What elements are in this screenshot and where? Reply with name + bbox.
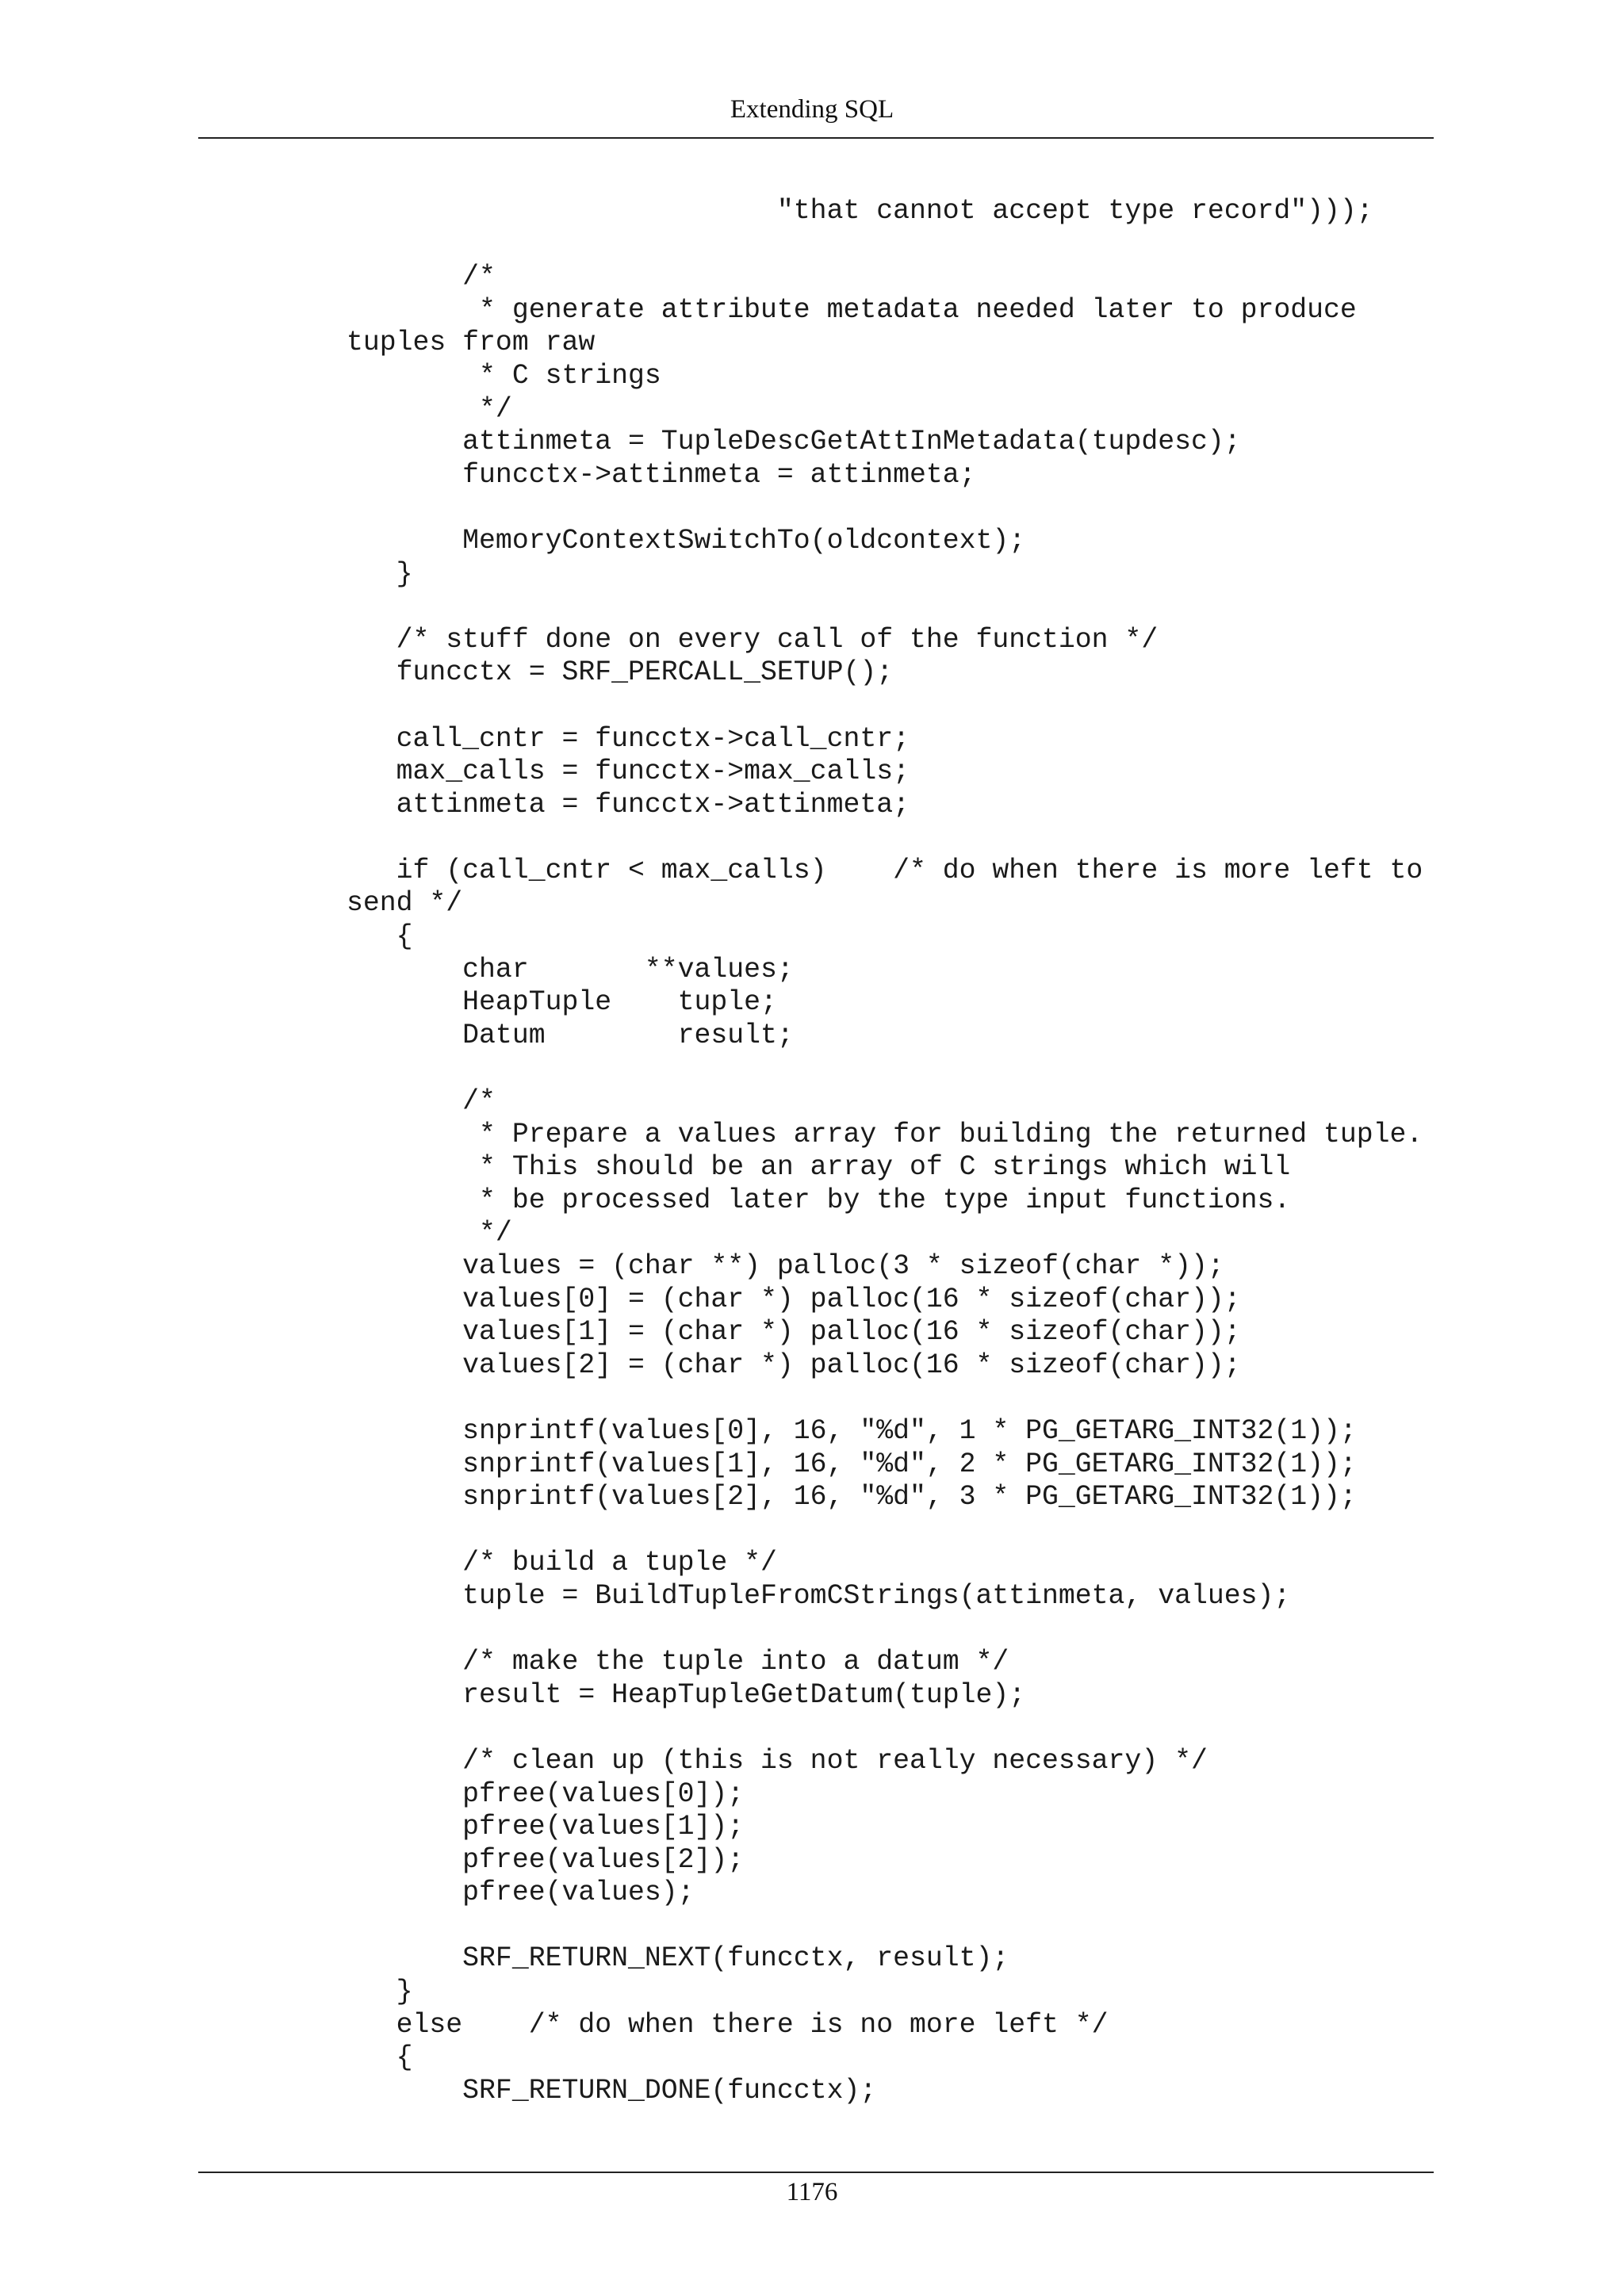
code-line: values[0] = (char *) palloc(16 * sizeof(char)); [347,1284,1241,1315]
code-line: tuples from raw [347,327,596,359]
code-line: */ [347,1218,512,1249]
code-listing [347,195,1423,2107]
code-line: pfree(values); [347,1877,695,1909]
code-line: /* [347,262,496,293]
code-line: funcctx = SRF_PERCALL_SETUP(); [347,657,894,689]
code-line: * be processed later by the type input functions. [347,1184,1291,1216]
code-line: { [347,2042,413,2074]
code-line: "that cannot accept type record"))); [347,196,1373,227]
page-number: 1176 [786,2178,838,2206]
code-line [347,690,1423,723]
code-line: char **values; [347,954,794,985]
code-line: /* clean up (this is not really necessary) */ [347,1745,1208,1777]
code-line: attinmeta = funcctx->attinmeta; [347,789,910,821]
code-line: * Prepare a values array for building the returned tuple. [347,1119,1423,1150]
code-line: /* [347,1086,496,1118]
code-line [347,1712,1423,1745]
code-line: } [347,558,413,590]
code-line: snprintf(values[2], 16, "%d", 3 * PG_GETARG_INT32(1)); [347,1482,1357,1513]
code-line: HeapTuple tuple; [347,987,777,1019]
code-line: SRF_RETURN_DONE(funcctx); [347,2075,877,2107]
code-line: * generate attribute metadata needed later to produce [347,294,1357,326]
code-line: attinmeta = TupleDescGetAttInMetadata(tupdesc); [347,427,1241,458]
code-line: values[1] = (char *) palloc(16 * sizeof(char)); [347,1317,1241,1349]
code-line: pfree(values[0]); [347,1778,745,1810]
code-line [347,1052,1423,1085]
code-line [347,1910,1423,1943]
page-header: Extending SQL [730,95,894,124]
code-line: /* stuff done on every call of the function */ [347,624,1159,656]
code-line: * C strings [347,360,661,392]
code-line: */ [347,393,512,425]
code-line [347,821,1423,855]
code-line [347,1514,1423,1548]
code-line: if (call_cntr < max_calls) /* do when there is more left to [347,855,1423,886]
footer-divider [198,2172,1434,2173]
code-line: max_calls = funcctx->max_calls; [347,756,910,788]
code-line: call_cntr = funcctx->call_cntr; [347,723,910,755]
code-line: /* make the tuple into a datum */ [347,1647,1009,1678]
code-line: /* build a tuple */ [347,1548,777,1579]
code-line [347,1613,1423,1647]
code-line: snprintf(values[0], 16, "%d", 1 * PG_GETARG_INT32(1)); [347,1415,1357,1447]
code-line: tuple = BuildTupleFromCStrings(attinmeta, values); [347,1580,1291,1612]
code-line [347,1382,1423,1415]
code-line: MemoryContextSwitchTo(oldcontext); [347,525,1026,557]
code-line: Datum result; [347,1020,794,1051]
code-line [347,492,1423,525]
code-line: snprintf(values[1], 16, "%d", 2 * PG_GETARG_INT32(1)); [347,1448,1357,1480]
code-line: send */ [347,888,463,920]
code-line: values = (char **) palloc(3 * sizeof(char *)); [347,1251,1224,1282]
code-line: SRF_RETURN_NEXT(funcctx, result); [347,1943,1009,1975]
code-line: values[2] = (char *) palloc(16 * sizeof(char)); [347,1349,1241,1381]
code-line: else /* do when there is no more left */ [347,2009,1109,2041]
code-line: { [347,921,413,953]
code-line: funcctx->attinmeta = attinmeta; [347,459,976,491]
code-line: pfree(values[1]); [347,1812,745,1843]
code-line: pfree(values[2]); [347,1844,745,1876]
header-divider [198,137,1434,139]
code-line: result = HeapTupleGetDatum(tuple); [347,1679,1026,1711]
code-line [347,228,1423,262]
code-line: * This should be an array of C strings which will [347,1152,1291,1184]
code-line [347,591,1423,624]
code-line: } [347,1976,413,2008]
